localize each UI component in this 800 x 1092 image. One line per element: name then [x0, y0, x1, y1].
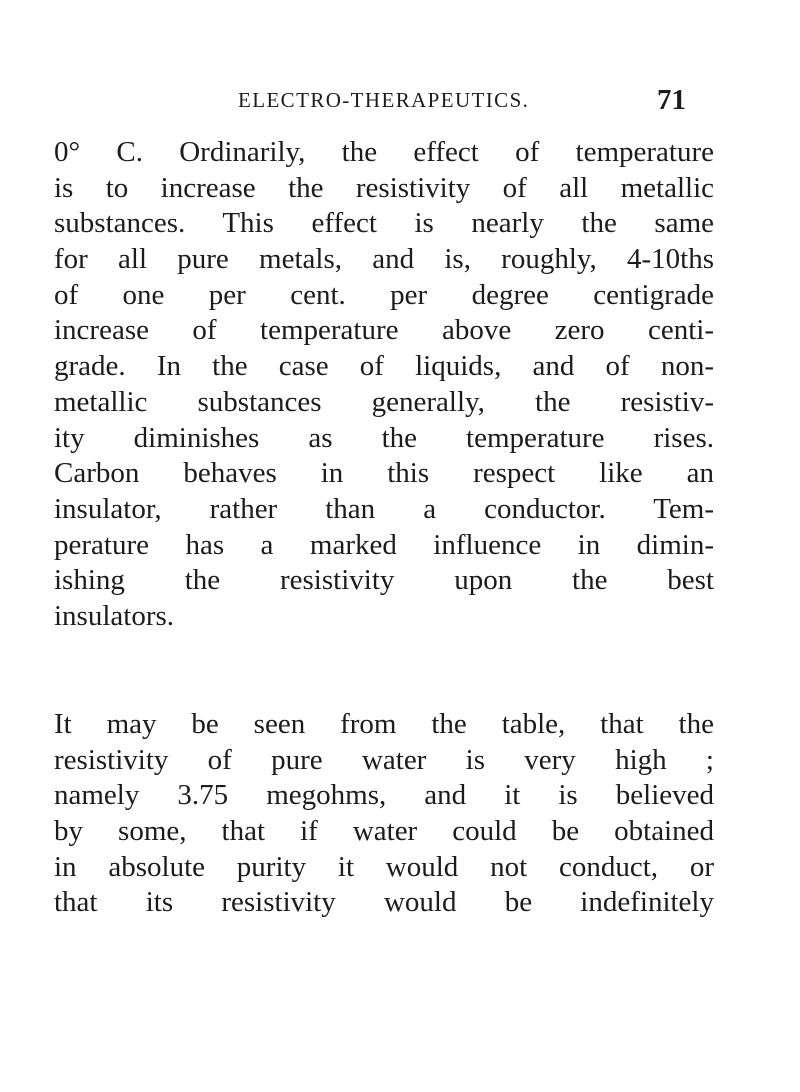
paragraph-1-line: of one per cent. per degree centigrade: [54, 278, 714, 311]
paragraph-1-line: grade. In the case of liquids, and of non-: [54, 350, 714, 383]
running-title: ELECTRO-THERAPEUTICS.: [238, 88, 530, 112]
paragraph-1-line: substances. This effect is nearly the same: [54, 207, 714, 240]
paragraph-2-line: resistivity of pure water is very high ;: [54, 743, 714, 776]
paragraph-2: [54, 707, 714, 921]
paragraph-1-line: for all pure metals, and is, roughly, 4-10ths: [54, 243, 714, 276]
paragraph-2-line: in absolute purity it would not conduct, or: [54, 850, 714, 883]
paragraph-2-line: It may be seen from the table, that the: [54, 708, 714, 740]
paragraph-1-line: ishing the resistivity upon the best: [54, 564, 714, 597]
paragraph-1-line: is to increase the resistivity of all metallic: [54, 171, 714, 204]
page-number: 71: [657, 84, 686, 116]
paragraph-1-line: metallic substances generally, the resistiv-: [54, 385, 714, 418]
paragraph-2-line: namely 3.75 megohms, and it is believed: [54, 779, 714, 812]
paragraph-1-line: 0° C. Ordinarily, the effect of temperature: [54, 136, 714, 168]
running-head: [238, 84, 686, 124]
paragraph-1-line: insulator, rather than a conductor. Tem-: [54, 492, 714, 525]
paragraph-1-line: insulators.: [54, 599, 175, 632]
paragraph-1-line: perature has a marked influence in dimin-: [54, 528, 714, 561]
paragraph-1-line: ity diminishes as the temperature rises.: [54, 421, 714, 454]
paragraph-1: [54, 135, 714, 635]
paragraph-2-line: by some, that if water could be obtained: [54, 815, 714, 848]
paragraph-1-line: increase of temperature above zero centi-: [54, 314, 714, 347]
paragraph-1-line: Carbon behaves in this respect like an: [54, 457, 714, 490]
paragraph-2-line: that its resistivity would be indefinitely: [54, 886, 714, 919]
